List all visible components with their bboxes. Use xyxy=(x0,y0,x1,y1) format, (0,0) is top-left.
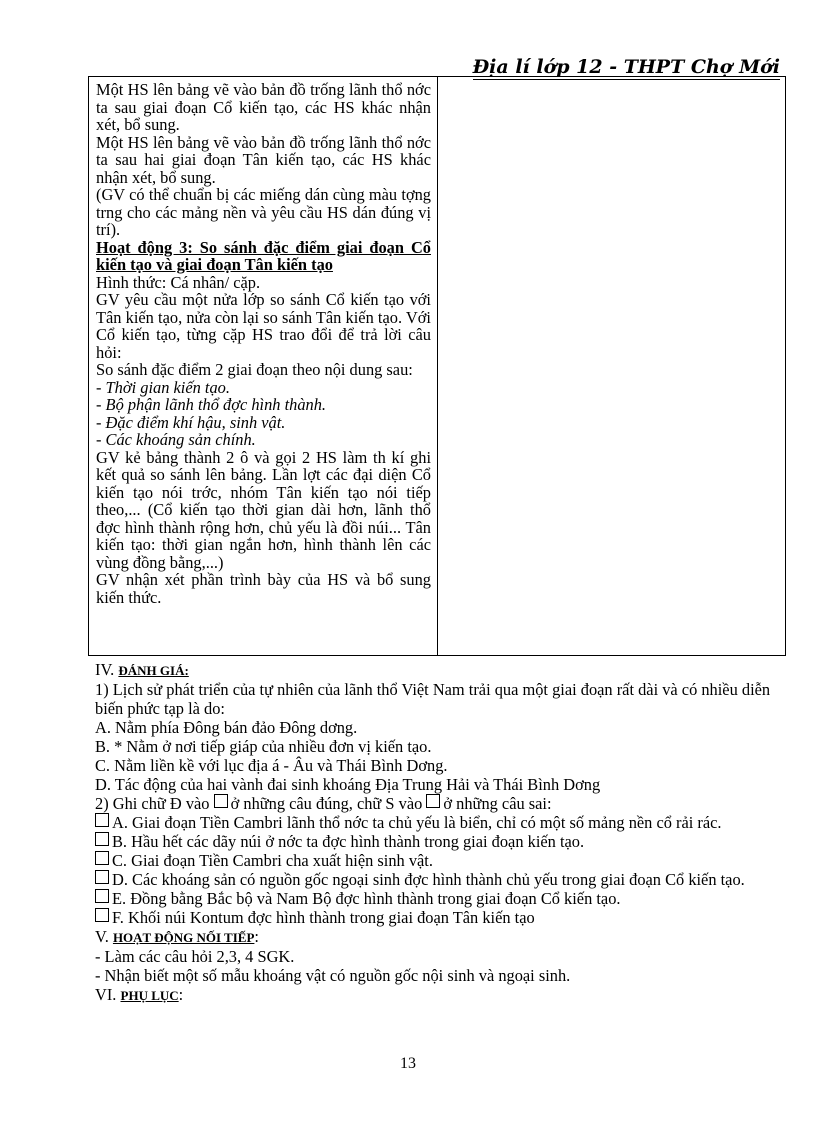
section-heading: VI. PHỤ LỤC: xyxy=(95,985,184,1004)
bullet-item: - Thời gian kiến tạo. xyxy=(96,377,230,397)
question-text: 1) Lịch sử phát triển của tự nhiên của lãnh thổ Việt Nam trải qua một giai đoạn rất dài và có nhiều diễn biến phức tạp là do: xyxy=(95,680,771,718)
answer-option: D. Tác động của hai vành đai sinh khoáng Địa Trung Hải và Thái Bình Dơng xyxy=(95,775,601,794)
activity-title: Hoạt động 3: So sánh đặc điểm giai đoạn Cổ kiến tạo và giai đoạn Tân kiến tạo xyxy=(96,237,431,274)
page-number: 13 xyxy=(400,1055,416,1072)
checkbox-icon xyxy=(95,889,109,903)
section-heading: V. HOẠT ĐỘNG NỐI TIẾP: xyxy=(95,927,259,946)
activity-form: Hình thức: Cá nhân/ cặp. xyxy=(96,272,261,292)
checkbox-icon xyxy=(95,908,109,922)
checkbox-icon xyxy=(95,851,109,865)
section-title: HOẠT ĐỘNG NỐI TIẾP xyxy=(112,930,255,945)
table-paragraph: GV yêu cầu một nửa lớp so sánh Cổ kiến tạo với Tân kiến tạo, nửa còn lại so sánh Tân kiến tạo. Với Cổ kiến tạo, từng cặp HS trao đổi để trả lời câu hỏi: xyxy=(96,290,431,362)
answer-option: B. * Nằm ở nơi tiếp giáp của nhiều đơn vị kiến tạo. xyxy=(95,737,432,756)
statement-item: F. Khối núi Kontum đợc hình thành trong giai đoạn Tân kiến tạo xyxy=(95,908,785,927)
content-column xyxy=(438,77,785,655)
section-heading: IV. ĐÁNH GIÁ: xyxy=(95,660,189,679)
list-item: - Nhận biết một số mẫu khoáng vật có nguồn gốc nội sinh và ngoại sinh. xyxy=(95,966,571,985)
section-title: ĐÁNH GIÁ: xyxy=(118,663,189,678)
checkbox-icon xyxy=(214,794,228,808)
statement-item: B. Hầu hết các dãy núi ở nớc ta đợc hình thành trong giai đoạn kiến tạo. xyxy=(95,832,785,851)
statement-item: D. Các khoáng sản có nguồn gốc ngoại sinh đợc hình thành chủ yếu trong giai đoạn Cổ kiến tạo. xyxy=(95,870,785,889)
statement-item: A. Giai đoạn Tiền Cambri lãnh thổ nớc ta chủ yếu là biển, chỉ có một số mảng nền cổ rải rác. xyxy=(95,813,785,832)
table-paragraph: GV nhận xét phần trình bày của HS và bổ sung kiến thức. xyxy=(96,570,431,607)
statement-item: C. Giai đoạn Tiền Cambri cha xuất hiện sinh vật. xyxy=(95,851,785,870)
bullet-item: - Đặc điểm khí hậu, sinh vật. xyxy=(96,412,286,432)
table-paragraph: Một HS lên bảng vẽ vào bản đồ trống lãnh thổ nớc ta sau giai đoạn Cổ kiến tạo, các HS khác nhận xét, bổ sung. xyxy=(96,80,431,134)
answer-option: C. Nằm liền kề với lục địa á - Âu và Thái Bình Dơng. xyxy=(95,756,448,775)
list-item: - Làm các câu hỏi 2,3, 4 SGK. xyxy=(95,947,295,966)
activity-column xyxy=(89,77,438,655)
document-body xyxy=(95,660,785,1005)
checkbox-icon xyxy=(426,794,440,808)
bullet-item: - Bộ phận lãnh thổ đợc hình thành. xyxy=(96,395,327,414)
statement-item: E. Đồng bằng Bắc bộ và Nam Bộ đợc hình thành trong giai đoạn Cổ kiến tạo. xyxy=(95,889,785,908)
checkbox-icon xyxy=(95,813,109,827)
page-header: Địa lí lớp 12 - THPT Chợ Mới xyxy=(472,56,780,78)
table-paragraph: Một HS lên bảng vẽ vào bản đồ trống lãnh thổ nớc ta sau hai giai đoạn Tân kiến tạo, các HS khác nhận xét, bổ sung. xyxy=(96,132,431,187)
table-paragraph: (GV có thể chuẩn bị các miếng dán cùng màu tợng trng cho các mảng nền và yêu cầu HS dán đúng vị trí). xyxy=(96,185,431,239)
checkbox-icon xyxy=(95,870,109,884)
answer-option: A. Nằm phía Đông bán đảo Đông dơng. xyxy=(95,718,358,737)
bullet-item: - Các khoáng sản chính. xyxy=(96,430,256,449)
table-paragraph: GV kẻ bảng thành 2 ô và gọi 2 HS làm th kí ghi kết quả so sánh lên bảng. Lần lợt các đại diện Cổ kiến tạo nói trớc, nhóm Tân kiến tạo nói tiếp theo,... (Cổ kiến tạo thời gian dài hơn, lãnh thổ đợc hình thành rộng hơn, chủ yếu là đồi núi... Tân kiến tạo: thời gian ngắn hơn, hình thành lên các vùng đồng bằng,...) xyxy=(96,447,431,572)
checkbox-icon xyxy=(95,832,109,846)
table-paragraph: So sánh đặc điểm 2 giai đoạn theo nội dung sau: xyxy=(96,360,413,379)
section-title: PHỤ LỤC xyxy=(120,988,179,1003)
question-text: 2) Ghi chữ Đ vào ở những câu đúng, chữ S vào ở những câu sai: xyxy=(95,794,552,813)
activity-table xyxy=(88,76,786,656)
